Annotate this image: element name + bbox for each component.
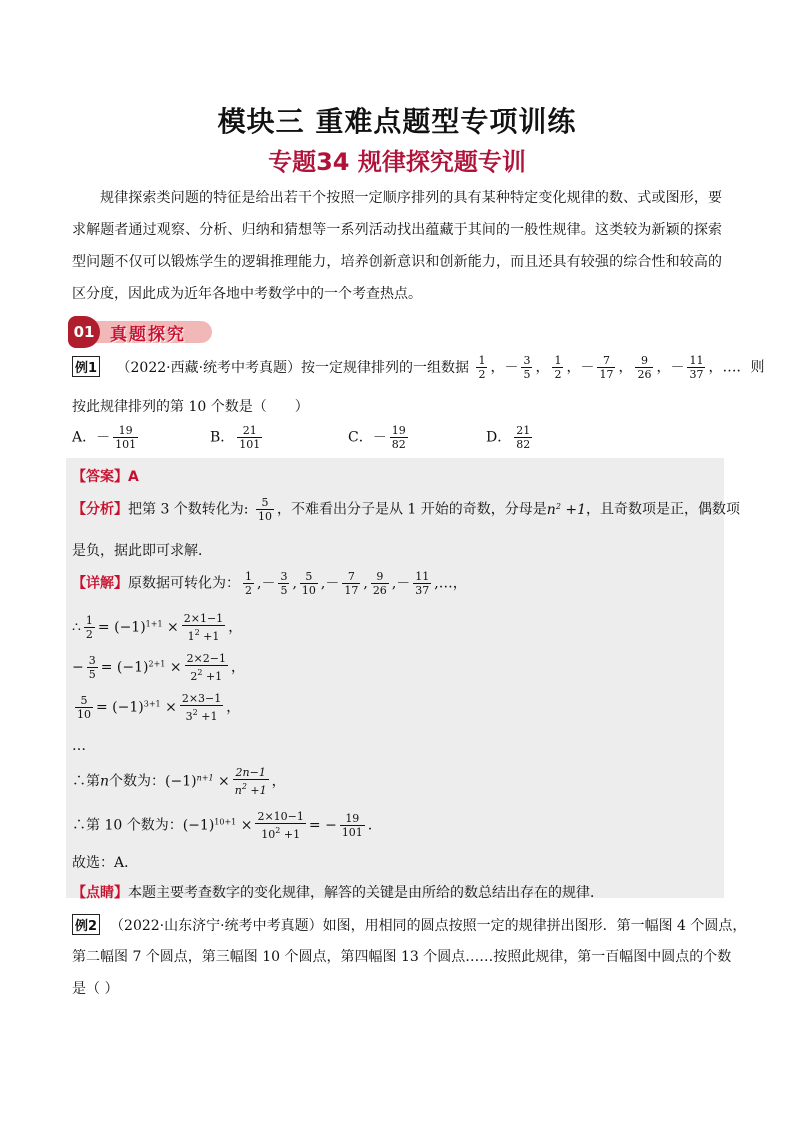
option-value: － $\frac{19}{82}$ [372,424,406,451]
analysis-tag: 【分析】 [72,501,128,518]
detail-line: 【详解】原数据可转化为： $\frac{1}{2}$ ,－ $\frac{3}{5}$ , $\frac{5}{10}$ ,－ $\frac{7}{17}$ , $\frac{9}{26}$ ,－ $\frac{11}{37}$ ,…， [72,570,467,597]
example2-text1: （2022·山东济宁·统考中考真题）如图，用相同的圆点按照一定的规律拼出图形．第一幅图 4 个圆点， [110,918,747,934]
option-value: $\frac{21}{82}$ [516,424,531,451]
topic-title: 专题34 规律探究题专训 [268,148,526,176]
therefore-symbol: ∴ [72,619,81,636]
sequence-term: $\frac{9}{26}$ [637,354,652,381]
derivation-line-2: − $\frac{3}{5}$ = $(-1)^{2+1}$ × $\frac{2\times 2-1}{2^2 +1}$ ， [72,652,245,683]
comment-line [72,882,604,902]
analysis-fraction-den: 10 [257,510,272,523]
detail-term: － $\frac{3}{5}$ [261,570,288,597]
answer-line [72,466,139,486]
derivation-ellipsis: … [72,738,86,754]
example2-tag: 例2 [72,914,100,935]
option-label: B． [210,429,235,446]
option-label: D． [486,429,512,446]
option-c[interactable] [348,424,486,451]
choice-line: 故选：A． [72,855,139,871]
example2-line3: 是（ ） [72,981,119,997]
sequence-term: $\frac{1}{2}$ [554,354,562,381]
sequence-term: － $\frac{7}{17}$ [580,354,614,381]
answer-tag: 【答案】 [72,469,128,485]
analysis-text-a: 把第 3 个数转化为: [128,501,249,518]
detail-tag: 【详解】 [72,575,128,592]
example1-sequence: $\frac{1}{2}$ ，－ $\frac{3}{5}$ ， $\frac{1}{2}$ ，－ $\frac{7}{17}$ ， $\frac{9}{26}$ ，－ $\frac{11}{37}$ [473,360,708,376]
analysis-fraction [256,496,274,523]
comment-tag: 【点睛】 [72,885,128,901]
detail-sequence: $\frac{1}{2}$ ,－ $\frac{3}{5}$ , $\frac{5}{10}$ ,－ $\frac{7}{17}$ , $\frac{9}{26}$ ,－ $\frac{11}{37}$ ,… [240,576,453,592]
banner-number: 01 [68,316,100,348]
analysis-fraction-num: 5 [256,496,274,510]
detail-text: 原数据可转化为： [128,575,240,592]
comment-text: 本题主要考查数字的变化规律，解答的关键是由所给的数总结出存在的规律． [128,885,604,901]
example2-line2: 第二幅图 7 个圆点，第三幅图 10 个圆点，第四幅图 13 个圆点……按照此规律，第一百幅图中圆点的个数 [72,949,732,965]
option-value: $\frac{21}{101}$ [239,424,261,451]
option-label: C． [348,429,373,446]
tenth-label: ∴第 10 个数为： [72,817,183,834]
sequence-term: － $\frac{11}{37}$ [670,354,704,381]
answer-value: A [128,469,139,485]
detail-term: $\frac{1}{2}$ [245,570,252,597]
example1-question-line2: 按此规律排列的第 10 个数是（ ） [72,399,309,415]
intro-paragraph: 规律探索类问题的特征是给出若干个按照一定顺序排列的具有某种特定变化规律的数、式或图形，要求解题者通过观察、分析、归纳和猜想等一系列活动找出蕴藏于其间的一般性规律。这类较为新颖的探索型问题不仅可以锻炼学生的逻辑推理能力，培养创新意识和创新能力，而且还具有较强的综合性和较高的区分度，因此成为近年各地中考数学中的一个考查热点。 [72,190,722,302]
analysis-text-c: ，且奇数项是正，偶数项 [586,501,741,518]
nth-mid: 个数为： [109,773,166,790]
banner-label: 真题探究 [110,325,186,345]
analysis-line2: 是负，据此即可求解． [72,543,212,559]
option-d[interactable] [486,424,624,451]
module-title: 模块三 重难点题型专项训练 [217,105,577,138]
example1-tail: ，…．则 [708,359,765,376]
section-banner [66,316,216,348]
example1-source: （2022·西藏·统考中考真题）按一定规律排列的一组数据 [116,359,470,376]
derivation-line-3: $\frac{5}{10}$ = $(-1)^{3+1}$ × $\frac{2\times 3-1}{3^2 +1}$ ， [77,692,241,723]
option-value: － $\frac{19}{101}$ [96,424,137,451]
nth-label: ∴第 [72,773,100,790]
sequence-term: $\frac{1}{2}$ [478,354,486,381]
detail-term: － $\frac{11}{37}$ [396,570,430,597]
example2-line1 [72,914,746,935]
example1-options [72,424,732,451]
detail-term: $\frac{5}{10}$ [301,570,316,597]
example1-tag: 例1 [72,356,100,377]
derivation-line-1: ∴ $\frac{1}{2}$ = $(-1)^{1+1}$ × $\frac{2\times 1-1}{1^2 +1}$ ， [72,612,243,643]
example1-question [72,354,764,381]
detail-term: $\frac{9}{26}$ [372,570,387,597]
derivation-tenth: ∴第 10 个数为：$(-1)^{10+1}$ × $\frac{2\times 10-1}{10^2 +1}$ = − $\frac{19}{101}$ ． [72,810,382,841]
analysis-text-b: ，不难看出分子是从 1 开始的奇数，分母是 [276,501,547,518]
option-b[interactable] [210,424,348,451]
option-label: A． [72,429,97,446]
sequence-term: － $\frac{3}{5}$ [504,354,531,381]
option-a[interactable] [72,424,210,451]
derivation-nth: ∴第n个数为：$(-1)^{n+1}$ × $\frac{2n-1}{n^2 +1}$ ， [72,766,286,797]
analysis-formula: $n^2 +1$ [546,501,587,518]
analysis-line [72,496,740,523]
detail-term: － $\frac{7}{17}$ [325,570,359,597]
